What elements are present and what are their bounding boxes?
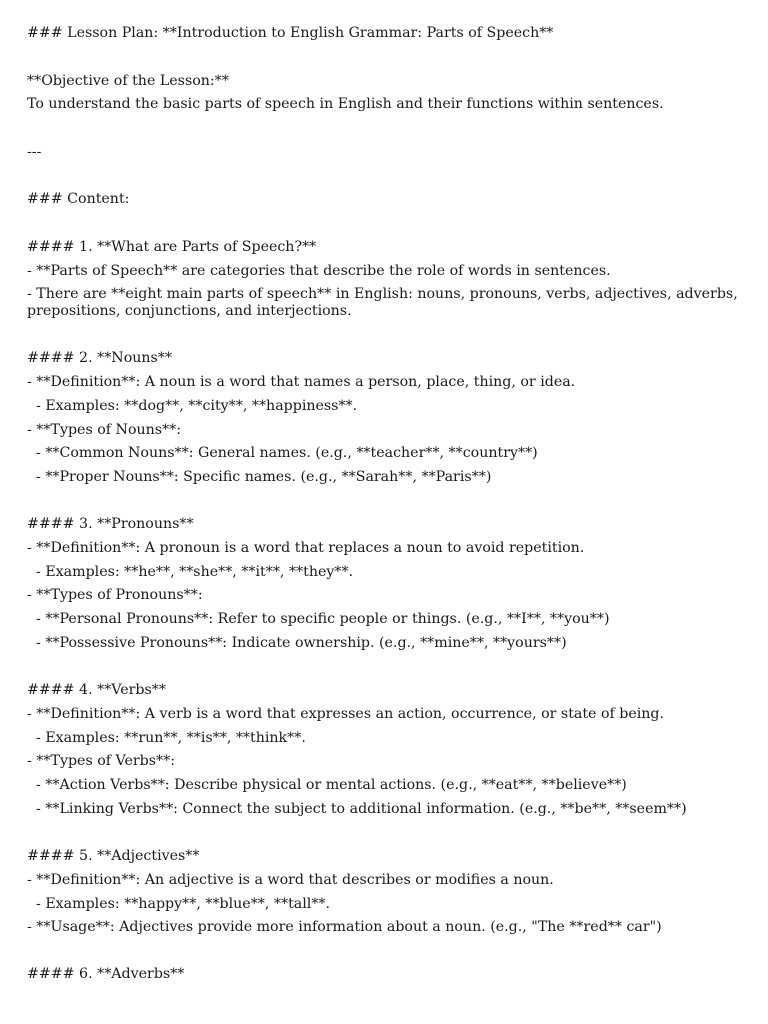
list-item: - **Usage**: Adjectives provide more information about a noun. (e.g., "The **red** car") bbox=[27, 919, 662, 935]
list-item: - **Action Verbs**: Describe physical or mental actions. (e.g., **eat**, **believe**) bbox=[27, 777, 627, 793]
list-item: - **Definition**: A noun is a word that names a person, place, thing, or idea. bbox=[27, 374, 576, 390]
objective-heading: **Objective of the Lesson:** bbox=[27, 73, 229, 89]
list-item: - Examples: **happy**, **blue**, **tall**. bbox=[27, 896, 331, 912]
list-item: - **Types of Pronouns**: bbox=[27, 587, 203, 603]
horizontal-rule: --- bbox=[27, 144, 42, 160]
list-item: - **Types of Verbs**: bbox=[27, 753, 175, 769]
list-item: - **Parts of Speech** are categories that describe the role of words in sentences. bbox=[27, 263, 611, 279]
section-heading-adverbs: #### 6. **Adverbs** bbox=[27, 966, 185, 982]
list-item: - There are **eight main parts of speech** in English: nouns, pronouns, verbs, adjectives, adverbs, prepositions, conjunctions, and interjections. bbox=[27, 286, 743, 319]
section-heading-verbs: #### 4. **Verbs** bbox=[27, 682, 166, 698]
section-heading-nouns: #### 2. **Nouns** bbox=[27, 350, 172, 366]
content-heading: ### Content: bbox=[27, 191, 130, 207]
list-item: - **Definition**: An adjective is a word that describes or modifies a noun. bbox=[27, 872, 554, 888]
list-item: - **Definition**: A pronoun is a word that replaces a noun to avoid repetition. bbox=[27, 540, 585, 556]
list-item: - **Possessive Pronouns**: Indicate ownership. (e.g., **mine**, **yours**) bbox=[27, 635, 567, 651]
list-item: - Examples: **run**, **is**, **think**. bbox=[27, 730, 306, 746]
objective-text: To understand the basic parts of speech in English and their functions within sentences. bbox=[27, 96, 664, 112]
lesson-plan-title: ### Lesson Plan: **Introduction to English Grammar: Parts of Speech** bbox=[27, 25, 554, 41]
section-heading-adjectives: #### 5. **Adjectives** bbox=[27, 848, 200, 864]
list-item: - **Types of Nouns**: bbox=[27, 422, 182, 438]
list-item: - Examples: **dog**, **city**, **happiness**. bbox=[27, 398, 358, 414]
list-item: - **Common Nouns**: General names. (e.g., **teacher**, **country**) bbox=[27, 445, 538, 461]
list-item: - **Personal Pronouns**: Refer to specific people or things. (e.g., **I**, **you**) bbox=[27, 611, 610, 627]
list-item: - **Definition**: A verb is a word that expresses an action, occurrence, or state of being. bbox=[27, 706, 665, 722]
list-item: - Examples: **he**, **she**, **it**, **they**. bbox=[27, 564, 354, 580]
section-heading-pronouns: #### 3. **Pronouns** bbox=[27, 516, 194, 532]
section-heading-parts-of-speech: #### 1. **What are Parts of Speech?** bbox=[27, 239, 317, 255]
list-item: - **Linking Verbs**: Connect the subject to additional information. (e.g., **be**, **seem**) bbox=[27, 801, 687, 817]
list-item: - **Proper Nouns**: Specific names. (e.g., **Sarah**, **Paris**) bbox=[27, 469, 492, 485]
